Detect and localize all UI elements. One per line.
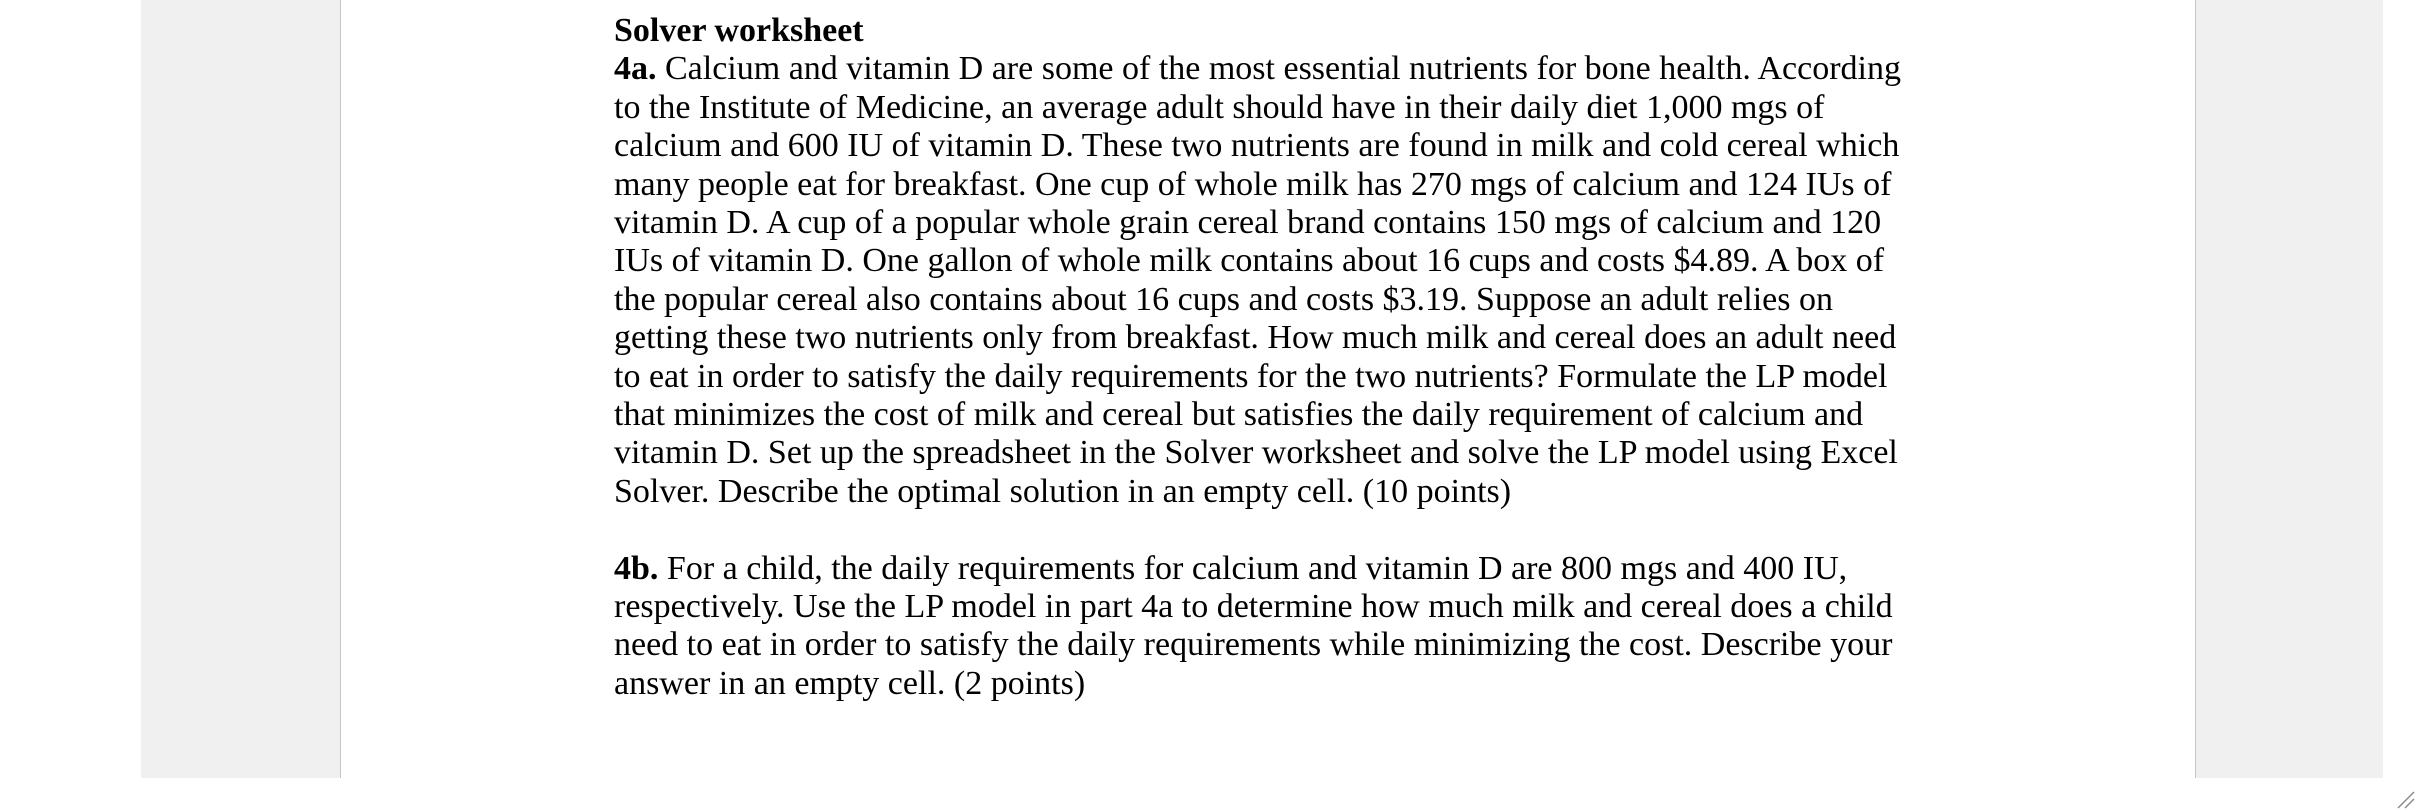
question-4b-text: For a child, the daily requirements for calcium and vitamin D are 800 mgs and 400 IU, respectively. Use the LP model in part 4a to determine how much milk and cereal does a child need to eat in order to satisfy the daily requirements while minimizing the cost. Describe your answer in an empty cell. (2 points)	[614, 549, 1893, 702]
question-4b	[614, 550, 1914, 704]
text-box[interactable]	[340, 0, 2196, 778]
question-4a-text: Calcium and vitamin D are some of the most essential nutrients for bone health. According to the Institute of Medicine, an average adult should have in their daily diet 1,000 mgs of calcium and 600 IU of vitamin D. These two nutrients are found in milk and cold cereal which many people eat for breakfast. One cup of whole milk has 270 mgs of calcium and 124 IUs of vitamin D. A cup of a popular whole grain cereal brand contains 150 mgs of calcium and 120 IUs of vitamin D. One gallon of whole milk contains about 16 cups and costs $4.89. A box of the popular cereal also contains about 16 cups and costs $3.19. Suppose an adult relies on getting these two nutrients only from breakfast. How much milk and cereal does an adult need to eat in order to satisfy the daily requirements for the two nutrients? Formulate the LP model that minimizes the cost of milk and cereal but satisfies the daily requirement of calcium and vitamin D. Set up the spreadsheet in the Solver worksheet and solve the LP model using Excel Solver. Describe the optimal solution in an empty cell. (10 points)	[614, 50, 1901, 510]
question-4a	[614, 50, 1914, 511]
resize-grip-icon[interactable]	[2394, 788, 2416, 810]
question-4a-label: 4a.	[614, 50, 657, 88]
question-4b-label: 4b.	[614, 549, 659, 587]
worksheet-title: Solver worksheet	[614, 12, 864, 49]
paragraph-gap	[614, 511, 1914, 549]
worksheet-content[interactable]	[614, 12, 1914, 703]
